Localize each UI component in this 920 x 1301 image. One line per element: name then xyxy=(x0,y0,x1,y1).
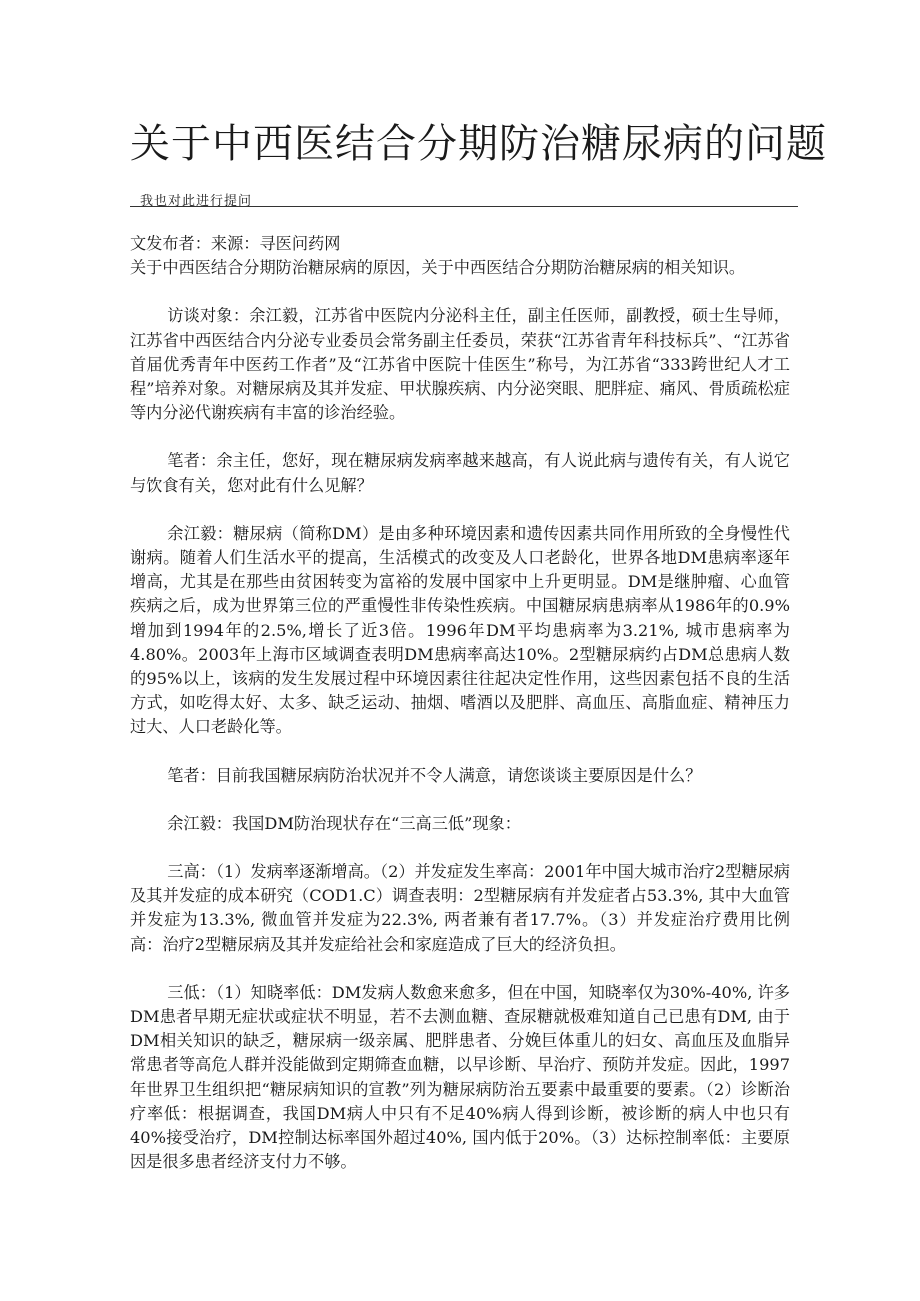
paragraph: 访谈对象：余江毅，江苏省中医院内分泌科主任，副主任医师，副教授，硕士生导师，江苏省中西医结合内分泌专业委员会常务副主任委员，荣获“江苏省青年科技标兵”、“江苏省首届优秀青年中医药工作者”及“江苏省中医院十佳医生”称号，为江苏省“333跨世纪人才工程”培养对象。对糖尿病及其并发症、甲状腺疾病、内分泌突眼、肥胖症、痛风、骨质疏松症等内分泌代谢疾病有丰富的诊治经验。 xyxy=(130,306,790,423)
intro-paragraph: 关于中西医结合分期防治糖尿病的原因，关于中西医结合分期防治糖尿病的相关知识。 xyxy=(130,258,746,278)
header-divider xyxy=(130,206,798,207)
page-title: 关于中西医结合分期防治糖尿病的问题 xyxy=(130,121,827,167)
paragraph: 笔者：余主任，您好，现在糖尿病发病率越来越高，有人说此病与遗传有关，有人说它与饮食有关，您对此有什么见解？ xyxy=(130,451,790,495)
paragraph: 笔者：目前我国糖尿病防治状况并不令人满意，请您谈谈主要原因是什么？ xyxy=(167,765,702,785)
paragraph: 余江毅：我国DM防治现状存在“三高三低”现象： xyxy=(167,813,521,833)
publisher-meta: 文发布者：来源：寻医问药网 xyxy=(130,234,341,253)
paragraph: 三高：（1）发病率逐渐增高。（2）并发症发生率高：2001年中国大城市治疗2型糖尿病及其并发症的成本研究（COD1.C）调查表明：2型糖尿病有并发症者占53.3%, 其中大血管并发症为13.3%, 微血管并发症为22.3%, 两者兼有者17.7%。（3）并发症治疗费用比例高：治疗2型糖尿病及其并发症给社会和家庭造成了巨大的经济负担。 xyxy=(130,862,790,954)
paragraph: 余江毅：糖尿病（简称DM）是由多种环境因素和遗传因素共同作用所致的全身慢性代谢病。随着人们生活水平的提高，生活模式的改变及人口老龄化，世界各地DM患病率逐年增高，尤其是在那些由贫困转变为富裕的发展中国家中上升更明显。DM是继肿瘤、心血管疾病之后，成为世界第三位的严重慢性非传染性疾病。中国糖尿病患病率从1986年的0.9%增加到1994年的2.5%,增长了近3倍。1996年DM平均患病率为3.21%, 城市患病率为4.80%。2003年上海市区域调查表明DM患病率高达10%。2型糖尿病约占DM总患病人数的95%以上，该病的发生发展过程中环境因素往往起决定性作用，这些因素包括不良的生活方式，如吃得太好、太多、缺乏运动、抽烟、嗜酒以及肥胖、高血压、高脂血症、精神压力过大、人口老龄化等。 xyxy=(130,523,790,737)
paragraph: 三低：（1）知晓率低：DM发病人数愈来愈多，但在中国，知晓率仅为30%-40%, 许多DM患者早期无症状或症状不明显，若不去测血糖、查尿糖就极难知道自己已患有DM, 由于DM相关知识的缺乏，糖尿病一级亲属、肥胖患者、分娩巨体重儿的妇女、高血压及血脂异常患者等高危人群并没能做到定期筛查血糖，以早诊断、早治疗、预防并发症。因此，1997年世界卫生组织把“糖尿病知识的宣教”列为糖尿病防治五要素中最重要的要素。（2）诊断治疗率低：根据调查，我国DM病人中只有不足40%病人得到诊断，被诊断的病人中也只有40%接受治疗，DM控制达标率国外超过40%, 国内低于20%。（3）达标控制率低：主要原因是很多患者经济支付力不够。 xyxy=(130,982,790,1172)
subtitle: 我也对此进行提问 xyxy=(140,194,253,209)
article-body xyxy=(130,232,790,1199)
